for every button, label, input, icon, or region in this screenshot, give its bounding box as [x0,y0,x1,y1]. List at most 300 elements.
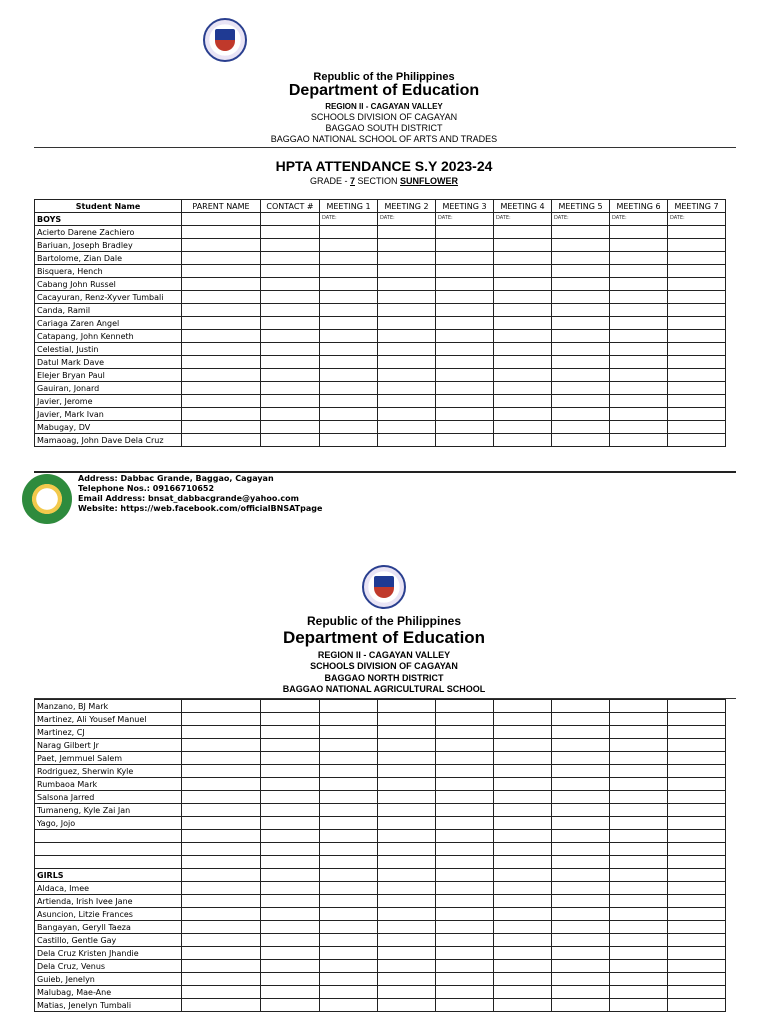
attendance-cell [668,908,726,921]
attendance-cell [668,421,726,434]
meeting-date-label: DATE: [668,213,726,226]
student-name: Dela Cruz, Venus [35,960,182,973]
attendance-cell [261,239,320,252]
student-name: Asuncion, Litzie Frances [35,908,182,921]
meeting-date-label: DATE: [494,213,552,226]
attendance-cell [494,817,552,830]
attendance-cell [494,739,552,752]
attendance-cell [436,421,494,434]
attendance-cell [320,304,378,317]
group-row-boys [35,213,726,226]
attendance-cell [261,434,320,447]
attendance-cell [378,752,436,765]
attendance-cell [494,239,552,252]
attendance-cell [552,869,610,882]
attendance-cell [182,226,261,239]
region-line: REGION II - CAGAYAN VALLEY [325,102,443,111]
attendance-cell [494,752,552,765]
attendance-cell [261,817,320,830]
table-row [35,382,726,395]
attendance-cell [668,700,726,713]
attendance-cell [610,252,668,265]
attendance-cell [261,265,320,278]
attendance-cell [668,434,726,447]
attendance-cell [668,408,726,421]
attendance-cell [261,830,320,843]
attendance-cell [320,921,378,934]
attendance-cell [436,804,494,817]
attendance-cell [668,713,726,726]
attendance-cell [261,908,320,921]
attendance-cell [552,408,610,421]
attendance-cell [182,317,261,330]
attendance-cell [494,921,552,934]
attendance-cell [436,252,494,265]
table-row [35,791,726,804]
attendance-cell [610,382,668,395]
attendance-cell [494,947,552,960]
attendance-cell [378,304,436,317]
attendance-cell [610,700,668,713]
student-name: Mamaoag, John Dave Dela Cruz [35,434,182,447]
column-header: PARENT NAME [182,200,261,213]
student-name: Dela Cruz Kristen Jhandie [35,947,182,960]
attendance-cell [436,739,494,752]
attendance-cell [494,765,552,778]
attendance-cell [552,973,610,986]
attendance-cell [552,713,610,726]
attendance-cell [552,739,610,752]
attendance-cell [320,843,378,856]
attendance-cell [494,252,552,265]
deped-seal-logo [203,18,247,62]
attendance-cell [320,973,378,986]
attendance-cell [378,434,436,447]
table-row [35,999,726,1012]
attendance-cell [436,778,494,791]
attendance-cell [668,804,726,817]
attendance-cell [610,265,668,278]
attendance-cell [610,330,668,343]
republic-heading-page2: Republic of the Philippines [306,614,461,628]
attendance-cell [552,239,610,252]
attendance-cell [182,960,261,973]
attendance-cell [436,304,494,317]
attendance-cell [436,713,494,726]
attendance-cell [610,778,668,791]
attendance-cell [182,739,261,752]
attendance-cell [552,765,610,778]
attendance-cell [320,278,378,291]
attendance-cell [378,239,436,252]
attendance-cell [182,986,261,999]
attendance-cell [378,986,436,999]
attendance-cell [320,330,378,343]
attendance-cell [261,726,320,739]
table-row [35,882,726,895]
attendance-cell [378,947,436,960]
attendance-cell [436,434,494,447]
attendance-cell [261,291,320,304]
student-name: Cariaga Zaren Angel [35,317,182,330]
attendance-cell [378,330,436,343]
table-row [35,726,726,739]
attendance-cell [668,356,726,369]
table-row [35,356,726,369]
attendance-cell [610,226,668,239]
student-name: Rumbaoa Mark [35,778,182,791]
attendance-cell [668,369,726,382]
column-header: MEETING 7 [668,200,726,213]
attendance-cell [436,291,494,304]
attendance-cell [610,882,668,895]
table-row [35,843,726,856]
division-line: SCHOOLS DIVISION OF CAGAYAN [310,112,458,122]
attendance-cell [378,791,436,804]
attendance-cell [436,226,494,239]
student-name: Matias, Jenelyn Tumbali [35,999,182,1012]
student-name: Catapang, John Kenneth [35,330,182,343]
table-row [35,817,726,830]
table-row [35,804,726,817]
attendance-cell [182,713,261,726]
attendance-cell [436,843,494,856]
table-row [35,986,726,999]
attendance-cell [494,960,552,973]
attendance-cell [494,265,552,278]
attendance-cell [261,700,320,713]
attendance-cell [668,317,726,330]
attendance-cell [610,343,668,356]
attendance-cell [378,421,436,434]
region-line-page2: REGION II - CAGAYAN VALLEY [317,650,451,660]
attendance-cell [320,856,378,869]
student-name: Celestial, Justin [35,343,182,356]
attendance-cell [668,239,726,252]
attendance-cell [610,369,668,382]
table-row [35,934,726,947]
attendance-cell [378,856,436,869]
attendance-cell [182,882,261,895]
student-name: Aldaca, Imee [35,882,182,895]
attendance-cell [436,752,494,765]
attendance-cell [552,921,610,934]
attendance-cell [320,778,378,791]
attendance-cell [552,382,610,395]
attendance-cell [436,765,494,778]
attendance-cell [182,947,261,960]
attendance-cell [261,843,320,856]
school-line: BAGGAO NATIONAL SCHOOL OF ARTS AND TRADES [270,134,498,144]
attendance-cell [182,830,261,843]
attendance-cell [610,986,668,999]
attendance-cell [261,804,320,817]
attendance-cell [668,395,726,408]
attendance-cell [378,700,436,713]
attendance-cell [494,408,552,421]
attendance-cell [320,765,378,778]
school-gear-logo [22,474,72,524]
attendance-cell [552,752,610,765]
attendance-cell [668,869,726,882]
attendance-cell [610,869,668,882]
attendance-cell [494,330,552,343]
attendance-cell [182,304,261,317]
attendance-cell [610,895,668,908]
attendance-cell [436,395,494,408]
attendance-cell [182,869,261,882]
student-name: Bangayan, Geryll Taeza [35,921,182,934]
column-header: Student Name [35,200,182,213]
attendance-cell [494,778,552,791]
attendance-cell [261,382,320,395]
attendance-cell [378,908,436,921]
attendance-cell [494,908,552,921]
attendance-cell [182,434,261,447]
attendance-cell [182,356,261,369]
attendance-cell [261,869,320,882]
attendance-cell [261,999,320,1012]
header-divider [34,147,736,148]
attendance-cell [182,726,261,739]
attendance-cell [378,999,436,1012]
section-label: SECTION [355,176,401,186]
attendance-cell [261,408,320,421]
attendance-cell [552,700,610,713]
footer-email: Email Address: bnsat_dabbacgrande@yahoo.com [78,494,299,503]
attendance-cell [320,726,378,739]
column-header: MEETING 2 [378,200,436,213]
attendance-cell [610,752,668,765]
attendance-cell [182,804,261,817]
attendance-cell [378,934,436,947]
student-name: Salsona Jarred [35,791,182,804]
table-row [35,369,726,382]
attendance-cell [182,252,261,265]
attendance-cell [494,934,552,947]
column-header: MEETING 6 [610,200,668,213]
attendance-cell [552,356,610,369]
table-row [35,343,726,356]
attendance-cell [261,973,320,986]
attendance-cell [552,434,610,447]
meeting-date-label: DATE: [552,213,610,226]
column-header: MEETING 3 [436,200,494,213]
table-row [35,395,726,408]
attendance-cell [261,921,320,934]
attendance-cell [552,726,610,739]
attendance-cell [261,356,320,369]
attendance-cell [320,343,378,356]
attendance-cell [182,408,261,421]
attendance-cell [494,973,552,986]
attendance-cell [610,421,668,434]
attendance-cell [552,343,610,356]
attendance-cell [182,973,261,986]
attendance-cell [378,960,436,973]
district-line: BAGGAO SOUTH DISTRICT [325,123,443,133]
department-heading-page2: Department of Education [282,628,486,647]
attendance-cell [552,947,610,960]
attendance-cell [610,317,668,330]
attendance-cell [378,921,436,934]
attendance-cell [378,778,436,791]
attendance-cell [378,804,436,817]
attendance-cell [320,739,378,752]
table-row [35,421,726,434]
attendance-cell [552,778,610,791]
attendance-cell [320,395,378,408]
attendance-cell [494,999,552,1012]
attendance-cell [320,713,378,726]
attendance-cell [494,843,552,856]
attendance-cell [182,395,261,408]
attendance-cell [320,999,378,1012]
attendance-cell [378,278,436,291]
attendance-cell [494,856,552,869]
attendance-cell [668,895,726,908]
attendance-cell [552,265,610,278]
attendance-cell [261,778,320,791]
student-name: Guieb, Jenelyn [35,973,182,986]
attendance-cell [610,791,668,804]
student-name [35,830,182,843]
table-row [35,960,726,973]
attendance-cell [494,343,552,356]
attendance-cell [378,713,436,726]
attendance-cell [182,843,261,856]
table-row [35,739,726,752]
attendance-cell [552,252,610,265]
meeting-date-label: DATE: [436,213,494,226]
column-header: MEETING 5 [552,200,610,213]
attendance-cell [494,713,552,726]
attendance-cell [378,356,436,369]
attendance-cell [668,739,726,752]
attendance-cell [610,713,668,726]
attendance-cell [436,382,494,395]
table-row [35,317,726,330]
attendance-cell [436,869,494,882]
attendance-cell [494,986,552,999]
group-row-girls [35,869,726,882]
attendance-cell [668,960,726,973]
table-row [35,252,726,265]
attendance-cell [494,317,552,330]
attendance-cell [378,291,436,304]
attendance-cell [378,382,436,395]
attendance-cell [552,843,610,856]
student-name: Artienda, Irish Ivee Jane [35,895,182,908]
attendance-cell [610,817,668,830]
attendance-cell [378,830,436,843]
attendance-cell [610,856,668,869]
table-row [35,239,726,252]
attendance-cell [610,395,668,408]
attendance-cell [436,934,494,947]
student-name: Yago, Jojo [35,817,182,830]
attendance-cell [552,369,610,382]
student-name: Rodriguez, Sherwin Kyle [35,765,182,778]
attendance-cell [552,291,610,304]
attendance-cell [261,330,320,343]
attendance-cell [182,369,261,382]
column-header: CONTACT # [261,200,320,213]
attendance-cell [552,986,610,999]
attendance-cell [436,856,494,869]
deped-seal-logo-page2 [362,565,406,609]
attendance-cell [552,421,610,434]
attendance-cell [320,791,378,804]
attendance-cell [610,304,668,317]
attendance-cell [182,278,261,291]
attendance-cell [610,765,668,778]
column-header: MEETING 1 [320,200,378,213]
attendance-cell [320,830,378,843]
table-row [35,265,726,278]
attendance-cell [668,830,726,843]
attendance-cell [436,895,494,908]
student-name [35,843,182,856]
attendance-cell [668,882,726,895]
attendance-cell [378,369,436,382]
attendance-cell [668,778,726,791]
attendance-cell [182,382,261,395]
group-label: GIRLS [35,869,182,882]
attendance-cell [610,804,668,817]
column-header: MEETING 4 [494,200,552,213]
attendance-cell [610,278,668,291]
attendance-cell [182,934,261,947]
attendance-cell [261,882,320,895]
meeting-date-label: DATE: [610,213,668,226]
attendance-cell [610,291,668,304]
attendance-cell [436,265,494,278]
attendance-cell [182,921,261,934]
attendance-title: HPTA ATTENDANCE S.Y 2023-24 [275,158,493,174]
student-name: Cacayuran, Renz-Xyver Tumbali [35,291,182,304]
attendance-cell [261,986,320,999]
student-name: Canda, Ramil [35,304,182,317]
attendance-cell [320,986,378,999]
attendance-cell [668,999,726,1012]
meeting-date-label: DATE: [378,213,436,226]
attendance-cell [320,804,378,817]
attendance-cell [378,973,436,986]
attendance-cell [436,317,494,330]
student-name: Datul Mark Dave [35,356,182,369]
attendance-cell [610,434,668,447]
attendance-cell [261,304,320,317]
attendance-cell [320,934,378,947]
table-row [35,908,726,921]
attendance-cell [378,739,436,752]
footer-website: Website: https://web.facebook.com/officialBNSATpage [78,504,323,513]
attendance-cell [378,317,436,330]
table-row [35,973,726,986]
attendance-cell [261,739,320,752]
attendance-cell [261,947,320,960]
attendance-cell [552,304,610,317]
footer-divider [34,471,736,473]
attendance-cell [494,700,552,713]
attendance-cell [261,278,320,291]
attendance-cell [494,804,552,817]
attendance-cell [436,239,494,252]
department-heading: Department of Education [288,82,480,99]
attendance-cell [378,869,436,882]
table-row [35,330,726,343]
